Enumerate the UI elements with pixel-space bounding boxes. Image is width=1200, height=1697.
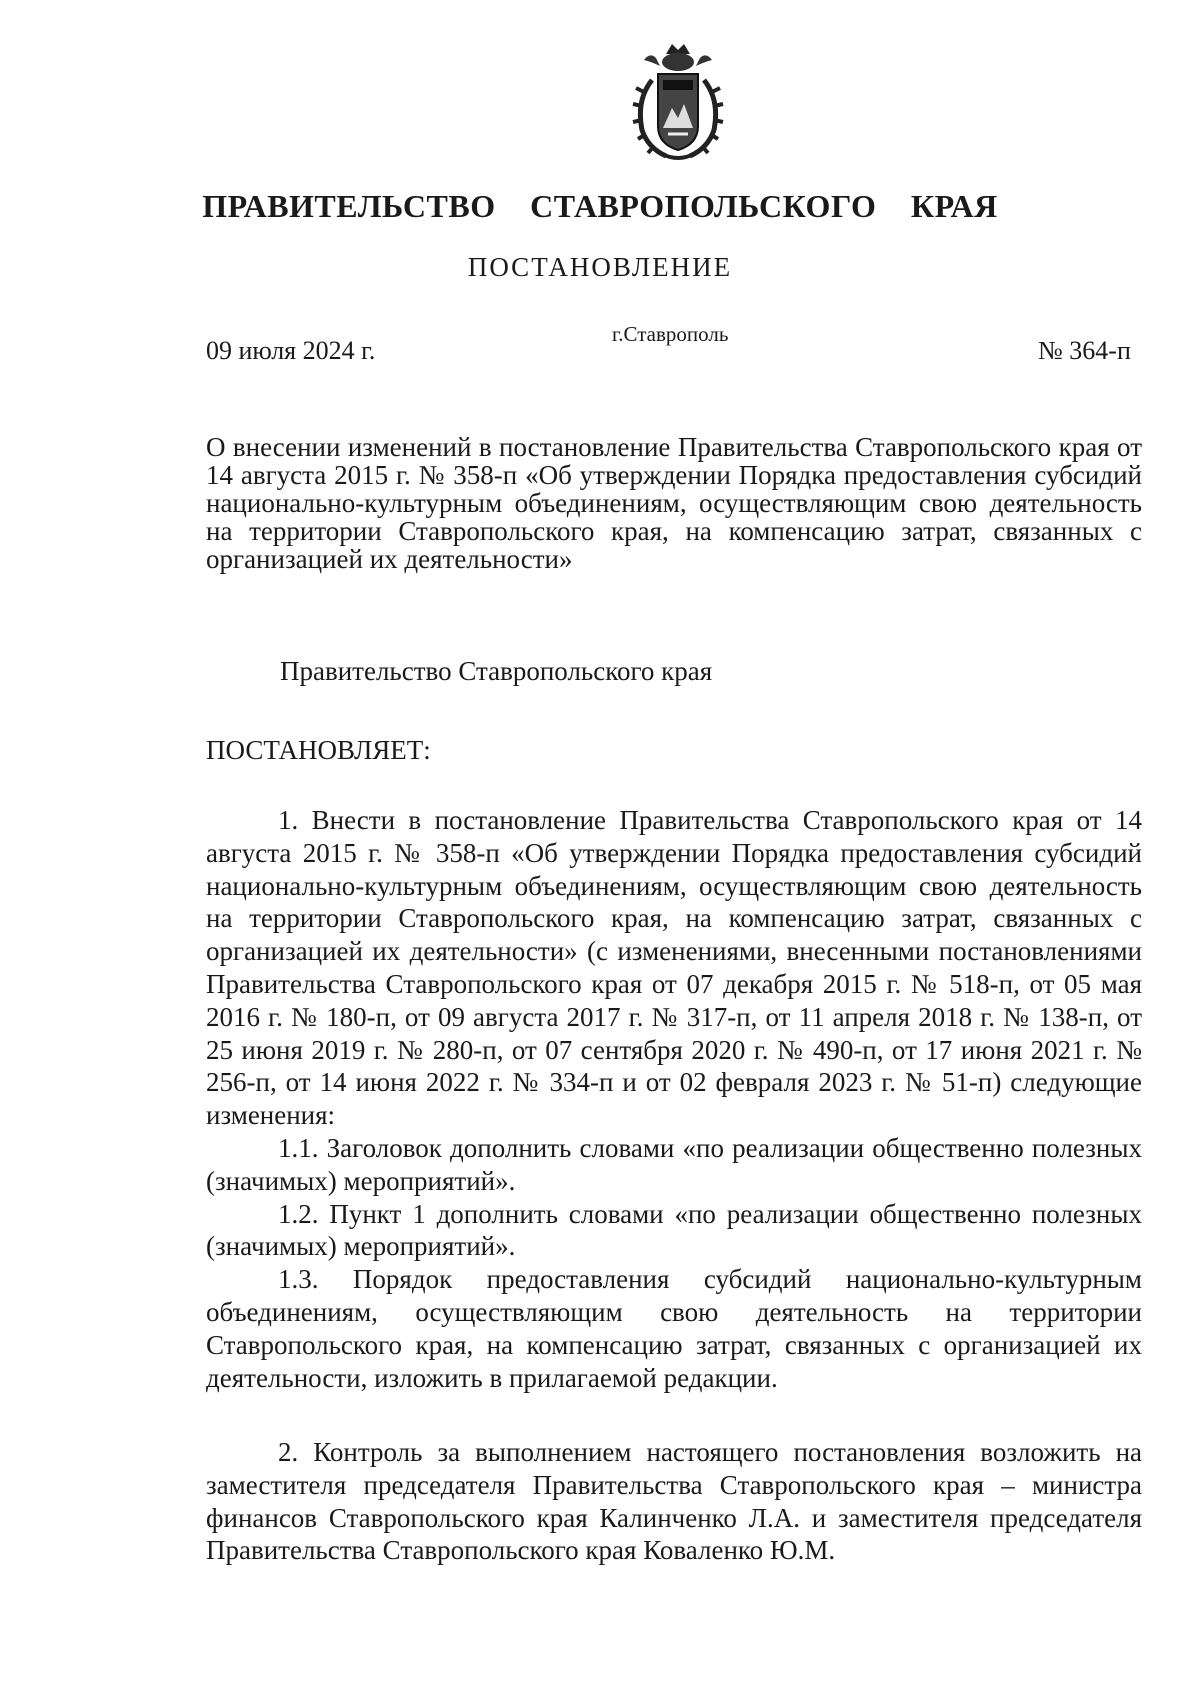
item-2-block <box>206 1436 1142 1567</box>
decree-word: ПОСТАНОВЛЯЕТ: <box>206 735 431 765</box>
item-1: 1. Внести в постановление Правительства Ставропольского края от 14 августа 2015 г. № 358-п «Об утверждении Порядка предоставления субсидий национально-культурным объединениям, осуществляющим свою деятельность на территории Ставропольского края, на компенсацию затрат, связанных с организацией их деятельности» (с изменениями, внесенными постановлениями Правительства Ставропольского края от 07 декабря 2015 г. № 518-п, от 05 мая 2016 г. № 180-п, от 09 августа 2017 г. № 317-п, от 11 апреля 2018 г. № 138-п, от 25 июня 2019 г. № 280-п, от 07 сентября 2020 г. № 490-п, от 17 июня 2021 г. № 256-п, от 14 июня 2022 г. № 334-п и от 02 февраля 2023 г. № 51-п) следующие изменения: <box>206 805 1142 1131</box>
document-date: 09 июля 2024 г. <box>206 336 376 365</box>
coat-of-arms-icon <box>630 40 726 162</box>
document-type: ПОСТАНОВЛЕНИЕ <box>467 252 733 282</box>
document-subject: О внесении изменений в постановление Правительства Ставропольского края от 14 августа 2015 г. № 358-п «Об утверждении Порядка предоставления субсидий национально-культурным объединениям, осуществляющим свою деятельность на территории Ставропольского края, на компенсацию затрат, связанных с организацией их деятельности» <box>206 432 1142 574</box>
item-1-1: 1.1. Заголовок дополнить словами «по реализации общественно полезных (значимых) мероприятий». <box>206 1132 1142 1196</box>
organization-title: ПРАВИТЕЛЬСТВО СТАВРОПОЛЬСКОГО КРАЯ <box>202 188 998 224</box>
document-city: г.Ставрополь <box>612 322 729 346</box>
government-line: Правительство Ставропольского края <box>280 656 713 686</box>
decree-items <box>206 804 1142 1394</box>
item-1-2: 1.2. Пункт 1 дополнить словами «по реализации общественно полезных (значимых) мероприятий». <box>206 1198 1142 1262</box>
item-2: 2. Контроль за выполнением настоящего постановления возложить на заместителя председателя Правительства Ставропольского края – министра финансов Ставропольского края Калинченко Л.А. и заместителя председателя Правительства Ставропольского края Коваленко Ю.М. <box>206 1437 1142 1566</box>
item-1-3: 1.3. Порядок предоставления субсидий национально-культурным объединениям, осуществляющим свою деятельность на территории Ставропольского края, на компенсацию затрат, связанных с организацией их деятельности, изложить в прилагаемой редакции. <box>206 1264 1142 1393</box>
document-number: № 364-п <box>1038 336 1131 365</box>
